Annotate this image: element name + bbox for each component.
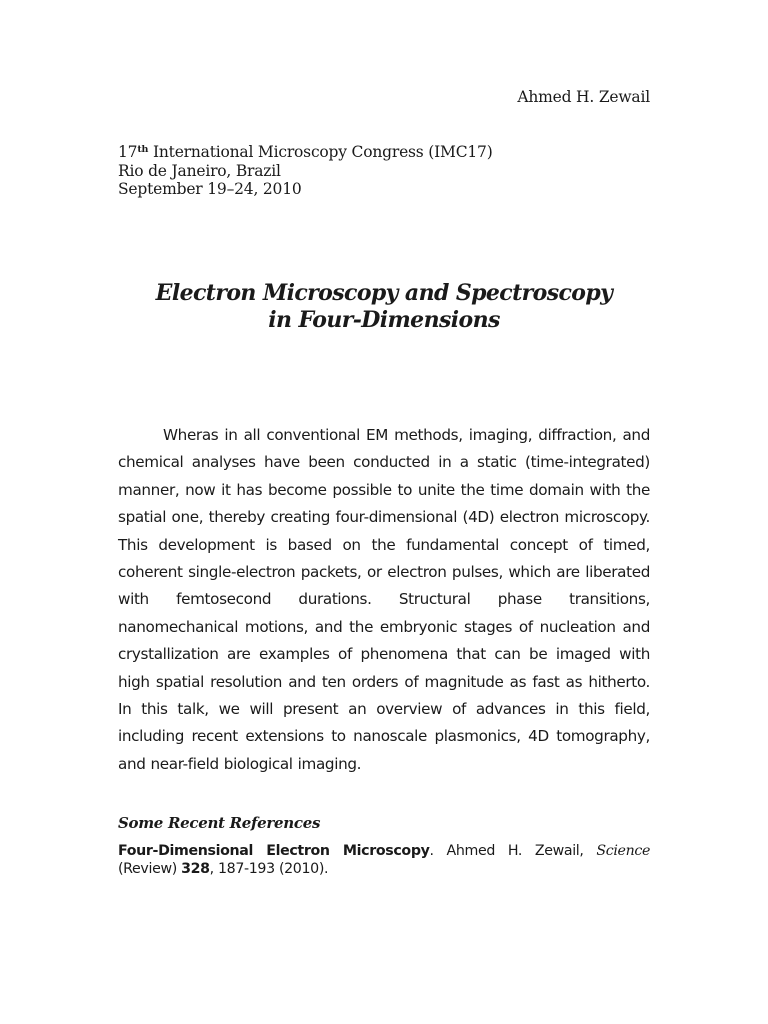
talk-title (118, 280, 650, 334)
references-heading: Some Recent References (118, 814, 321, 832)
reference-item (118, 843, 650, 878)
conference-name: International Microscopy Congress (IMC17) (152, 143, 493, 161)
abstract-paragraph: Wheras in all conventional EM methods, imaging, diffraction, and chemical analyses have been conducted in a static (time-integrated) manner, now it has become possible to unite the time domain with the spatial one, thereby creating four-dimensional (4D) electron microscopy. This development is based on the fundamental concept of timed, coherent single-electron packets, or electron pulses, which are liberated with femtosecond durations. Structural phase transitions, nanomechanical motions, and the embryonic stages of nucleation and crystallization are examples of phenomena that can be imaged with high spatial resolution and ten orders of magnitude as fast as hitherto. In this talk, we will present an overview of advances in this field, including recent extensions to nanoscale plasmonics, 4D tomography, and near-field biological imaging. (118, 426, 650, 773)
conference-ordinal-suffix: th (137, 144, 149, 155)
reference-detail: (Review) (118, 860, 182, 877)
reference-volume: 328 (181, 860, 210, 877)
reference-title: Four-Dimensional Electron Microscopy (118, 843, 430, 859)
conference-location: Rio de Janeiro, Brazil (118, 161, 281, 180)
conference-ordinal: 17 (118, 143, 138, 161)
author-name: Ahmed H. Zewail (517, 88, 650, 106)
conference-dates: September 19–24, 2010 (118, 180, 302, 198)
reference-author: Ahmed H. Zewail, (446, 843, 597, 859)
talk-title-line2: in Four-Dimensions (268, 307, 500, 333)
conference-info (118, 143, 493, 199)
reference-separator: . (429, 843, 447, 859)
talk-title-line1: Electron Microscopy and Spectroscopy (155, 280, 613, 306)
reference-journal: Science (596, 843, 651, 859)
reference-pages-year: , 187-193 (2010). (209, 860, 329, 877)
conference-name-line (118, 143, 493, 162)
